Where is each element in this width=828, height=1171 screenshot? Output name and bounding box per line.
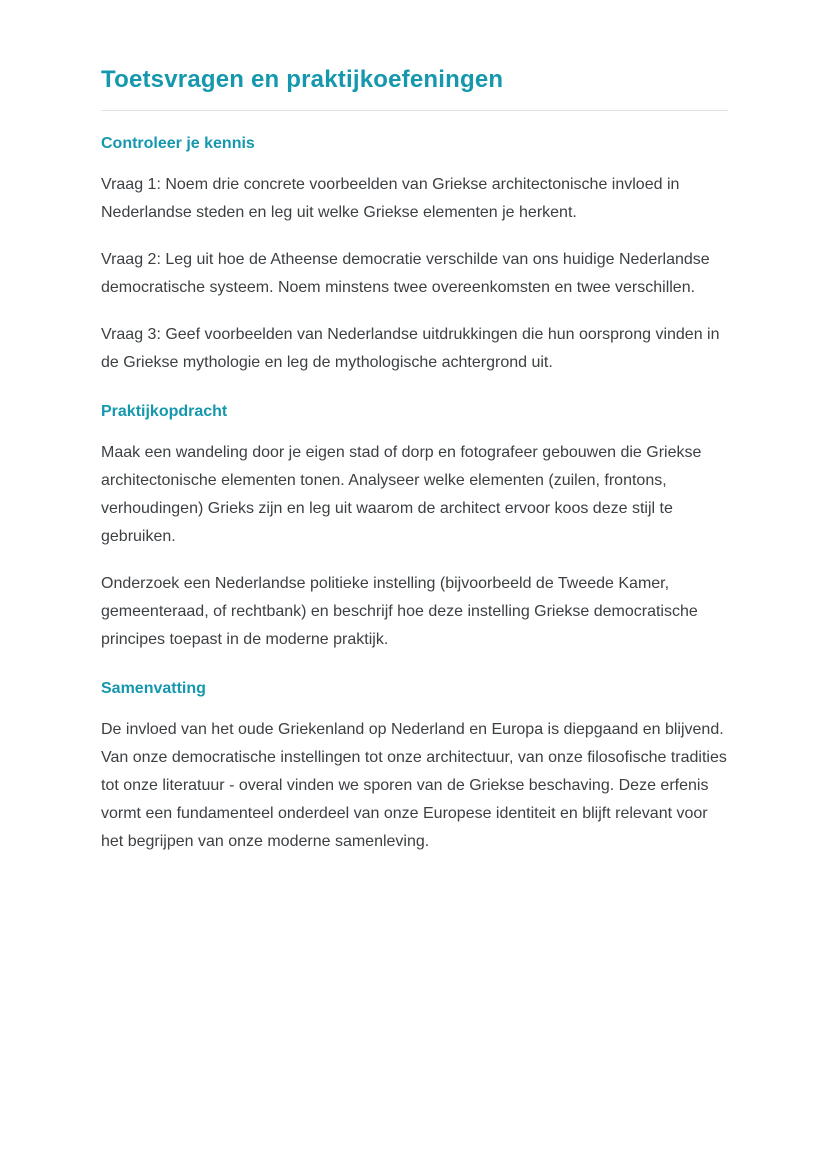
paragraph-vraag-2: Vraag 2: Leg uit hoe de Atheense democratie verschilde van ons huidige Nederlandse democratische systeem. Noem minstens twee overeenkomsten en twee verschillen. — [101, 251, 710, 296]
title-divider — [101, 110, 728, 111]
paragraph-praktijkopdracht-1: Maak een wandeling door je eigen stad of dorp en fotografeer gebouwen die Griekse architectonische elementen tonen. Analyseer welke elementen (zuilen, frontons, verhoudingen) Grieks zijn en leg uit waarom de architect ervoor koos deze stijl te gebruiken. — [101, 444, 702, 545]
section-samenvatting — [101, 680, 728, 856]
paragraph-samenvatting: De invloed van het oude Griekenland op Nederland en Europa is diepgaand en blijvend. Van onze democratische instellingen tot onze architectuur, van onze filosofische tradities tot onze literatuur - overal vinden we sporen van de Griekse beschaving. Deze erfenis vormt een fundamenteel onderdeel van onze Europese identiteit en blijft relevant voor het begrijpen van onze moderne samenleving. — [101, 721, 727, 850]
paragraph-vraag-3: Vraag 3: Geef voorbeelden van Nederlandse uitdrukkingen die hun oorsprong vinden in de Griekse mythologie en leg de mythologische achtergrond uit. — [101, 326, 720, 371]
paragraph-praktijkopdracht-2: Onderzoek een Nederlandse politieke instelling (bijvoorbeeld de Tweede Kamer, gemeenteraad, of rechtbank) en beschrijf hoe deze instelling Griekse democratische principes toepast in de moderne praktijk. — [101, 575, 698, 648]
section-praktijkopdracht — [101, 403, 728, 654]
section-heading-samenvatting: Samenvatting — [101, 680, 206, 697]
paragraph-vraag-1: Vraag 1: Noem drie concrete voorbeelden van Griekse architectonische invloed in Nederlandse steden en leg uit welke Griekse elementen je herkent. — [101, 176, 680, 221]
section-heading-praktijkopdracht: Praktijkopdracht — [101, 403, 228, 420]
section-heading-controleer-je-kennis: Controleer je kennis — [101, 135, 255, 152]
section-controleer-je-kennis — [101, 135, 728, 377]
page-title: Toetsvragen en praktijkoefeningen — [101, 66, 504, 93]
